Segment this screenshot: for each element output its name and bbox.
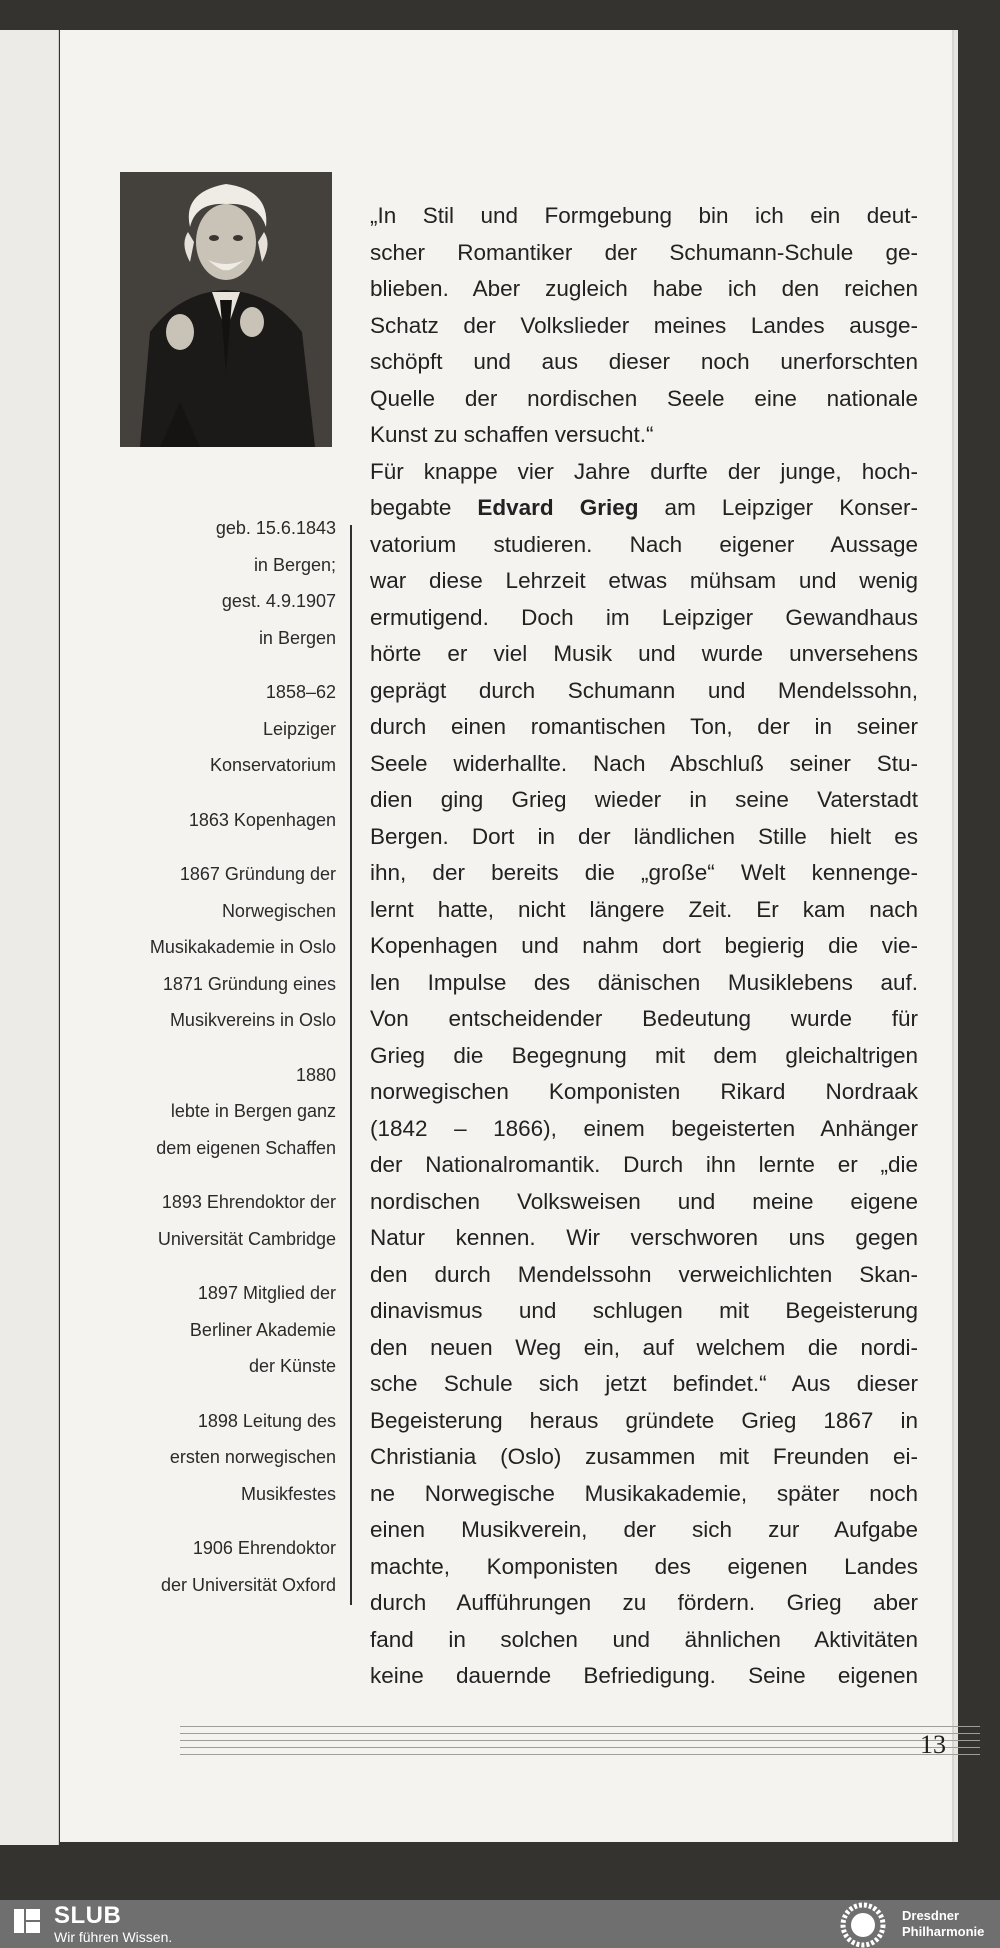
text-line: war diese Lehrzeit etwas mühsam und wenig	[370, 568, 918, 593]
timeline-line: 1893 Ehrendoktor der	[161, 1192, 336, 1212]
timeline-entry	[120, 1057, 336, 1167]
timeline-line: Norwegischen	[221, 900, 336, 921]
text-line: sche Schule sich jetzt befindet.“ Aus dieser	[370, 1371, 918, 1396]
text-line: den durch Mendelssohn verweichlichten Skan-	[370, 1261, 918, 1287]
philharmonie-name-line1: Dresdner	[902, 1908, 960, 1923]
timeline-line: 1871 Gründung eines	[162, 973, 336, 994]
philharmonie-name	[902, 1908, 984, 1940]
timeline-line: geb. 15.6.1843	[215, 518, 336, 538]
text-line: Natur kennen. Wir verschworen uns gegen	[370, 1225, 918, 1250]
text-line: Seele widerhallte. Nach Abschluß seiner Stu-	[370, 750, 918, 776]
timeline-line: dem eigenen Schaffen	[156, 1137, 336, 1158]
timeline-line: 1898 Leitung des	[197, 1410, 336, 1431]
timeline-line: 1880	[295, 1064, 336, 1085]
text-fragment: begabte	[370, 495, 478, 520]
text-line: vatorium studieren. Nach eigener Aussage	[370, 531, 918, 557]
page-number: 13	[920, 1730, 946, 1759]
timeline-line: 1897 Mitglied der	[197, 1283, 336, 1303]
timeline-line: in Bergen;	[253, 554, 336, 575]
text-line: ne Norwegische Musikakademie, später noch	[370, 1480, 918, 1506]
timeline-line: der Universität Oxford	[160, 1574, 336, 1595]
timeline-line: Musikfestes	[240, 1483, 336, 1504]
portrait-illustration	[120, 172, 332, 447]
text-line: durch Aufführungen zu fördern. Grieg aber	[370, 1590, 918, 1615]
text-line: Von entscheidender Bedeutung wurde für	[370, 1006, 918, 1031]
portrait-photo	[120, 172, 332, 447]
timeline-line: Berliner Akademie	[189, 1319, 336, 1340]
previous-page-edge	[0, 30, 59, 1845]
text-line-with-name	[370, 490, 918, 527]
timeline-entry	[120, 1275, 336, 1385]
slub-tagline: Wir führen Wissen.	[54, 1929, 173, 1945]
timeline-line: der Künste	[248, 1356, 336, 1376]
text-line: Quelle der nordischen Seele eine nationale	[370, 385, 918, 411]
text-line: Bergen. Dort in der ländlichen Stille hielt es	[370, 823, 918, 849]
timeline-line: Leipziger	[262, 718, 336, 739]
article-body	[370, 198, 918, 1695]
timeline-line: 1867 Gründung der	[179, 864, 336, 884]
timeline-entry	[120, 1530, 336, 1603]
text-line: Kunst zu schaffen versucht.“	[370, 422, 654, 447]
text-line: Christiania (Oslo) zusammen mit Freunden ei-	[370, 1444, 918, 1469]
text-line: blieben. Aber zugleich habe ich den reichen	[370, 276, 918, 301]
timeline-entry	[120, 802, 336, 839]
timeline-line: gest. 4.9.1907	[221, 591, 336, 611]
text-line: lernt hatte, nicht längere Zeit. Er kam nach	[370, 896, 918, 922]
text-line: ermutigend. Doch im Leipziger Gewandhaus	[370, 604, 918, 630]
timeline-entry	[120, 856, 336, 1039]
text-line: ihn, der bereits die „große“ Welt kennenge-	[370, 860, 918, 885]
text-line: machte, Komponisten des eigenen Landes	[370, 1553, 918, 1579]
text-line: Kopenhagen und nahm dort begierig die vie-	[370, 933, 918, 958]
text-line: Begeisterung heraus gründete Grieg 1867 in	[370, 1407, 918, 1433]
timeline-entry	[120, 1403, 336, 1513]
text-line: dien ging Grieg wieder in seine Vaterstadt	[370, 787, 918, 812]
text-line: nordischen Volksweisen und meine eigene	[370, 1188, 918, 1214]
timeline-line: Universität Cambridge	[157, 1228, 336, 1249]
timeline-line: 1906 Ehrendoktor	[192, 1538, 336, 1558]
timeline-line: lebte in Bergen ganz	[170, 1101, 336, 1121]
timeline-line: Musikvereins in Oslo	[169, 1010, 336, 1030]
text-line: geprägt durch Schumann und Mendelssohn,	[370, 677, 918, 703]
timeline-line: 1863 Kopenhagen	[188, 809, 336, 830]
timeline-line: ersten norwegischen	[169, 1447, 336, 1467]
timeline-line: Konservatorium	[209, 755, 336, 775]
text-line: (1842 – 1866), einem begeisterten Anhänger	[370, 1115, 918, 1141]
document-page	[60, 30, 952, 1842]
text-line: Für knappe vier Jahre durfte der junge, hoch-	[370, 458, 918, 484]
text-line: der Nationalromantik. Durch ihn lernte er „die	[370, 1152, 918, 1177]
text-line: scher Romantiker der Schumann-Schule ge-	[370, 239, 918, 265]
timeline-divider	[350, 525, 352, 1605]
text-line: keine dauernde Befriedigung. Seine eigenen	[370, 1663, 918, 1688]
timeline-entry	[120, 674, 336, 784]
text-fragment: am Leipziger Konser-	[638, 495, 919, 520]
slub-logo-icon[interactable]	[12, 1906, 42, 1936]
text-line: fand in solchen und ähnlichen Aktivitäten	[370, 1626, 918, 1652]
composer-name: Edvard Grieg	[477, 495, 639, 520]
footer-rule-lines	[180, 1726, 980, 1762]
biography-timeline	[120, 510, 336, 1610]
text-line: len Impulse des dänischen Musiklebens auf.	[370, 969, 918, 995]
text-line: dinavismus und schlugen mit Begeisterung	[370, 1298, 918, 1323]
philharmonie-name-line2: Philharmonie	[902, 1924, 985, 1939]
timeline-line: Musikakademie in Oslo	[149, 937, 336, 957]
timeline-line: 1858–62	[265, 682, 336, 702]
text-line: den neuen Weg ein, auf welchem die nordi-	[370, 1334, 918, 1360]
text-line: norwegischen Komponisten Rikard Nordraak	[370, 1079, 918, 1104]
timeline-entry	[120, 510, 336, 656]
text-line: „In Stil und Formgebung bin ich ein deut-	[370, 203, 918, 228]
text-line: einen Musikverein, der sich zur Aufgabe	[370, 1517, 918, 1542]
text-line: durch einen romantischen Ton, der in seiner	[370, 714, 918, 739]
text-line: Schatz der Volkslieder meines Landes ausge-	[370, 312, 918, 338]
text-line: hörte er viel Musik und wurde unversehens	[370, 641, 918, 666]
philharmonie-logo-icon[interactable]	[840, 1902, 886, 1948]
text-line: schöpft und aus dieser noch unerforschten	[370, 349, 918, 374]
viewer-footer-bar	[0, 1900, 1000, 1948]
timeline-line: in Bergen	[258, 627, 336, 648]
slub-brand-name[interactable]: SLUB	[54, 1902, 122, 1929]
text-line: Grieg die Begegnung mit dem gleichaltrigen	[370, 1042, 918, 1068]
timeline-entry	[120, 1184, 336, 1257]
